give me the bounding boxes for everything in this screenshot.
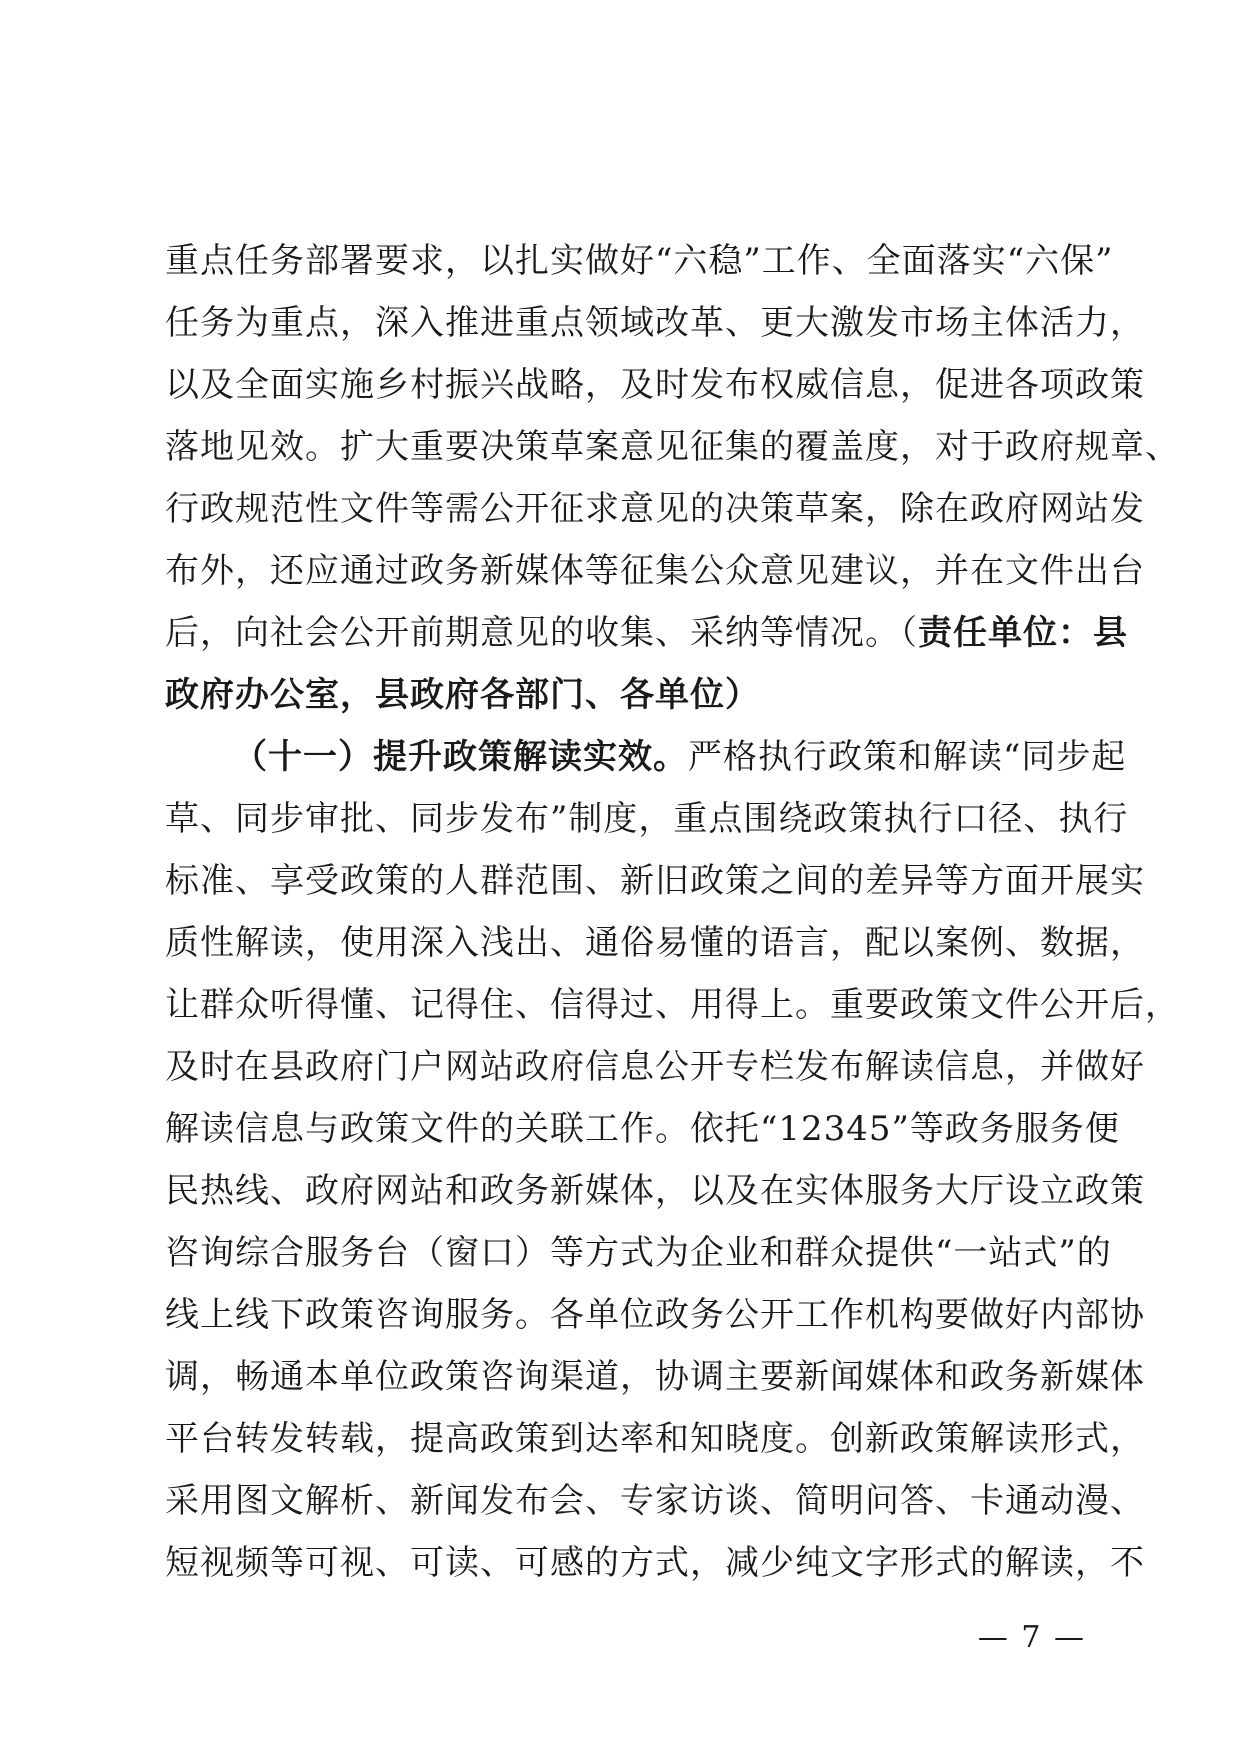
text-line: 让群众听得懂、记得住、信得过、用得上。重要政策文件公开后， — [165, 985, 1180, 1025]
text-line: 民热线、政府网站和政务新媒体，以及在实体服务大厅设立政策 — [165, 1171, 1145, 1211]
text-line: 及时在县政府门户网站政府信息公开专栏发布解读信息，并做好 — [165, 1047, 1145, 1087]
text-line: 短视频等可视、可读、可感的方式，减少纯文字形式的解读，不 — [165, 1543, 1145, 1583]
text-line: 标准、享受政策的人群范围、新旧政策之间的差异等方面开展实 — [165, 861, 1145, 901]
text-line: 采用图文解析、新闻发布会、专家访谈、简明问答、卡通动漫、 — [165, 1481, 1145, 1521]
text-line: 解读信息与政策文件的关联工作。依托“12345”等政务服务便 — [165, 1109, 1120, 1149]
text-line: 质性解读，使用深入浅出、通俗易懂的语言，配以案例、数据， — [165, 923, 1145, 963]
text-line: 线上线下政策咨询服务。各单位政务公开工作机构要做好内部协 — [165, 1295, 1145, 1335]
body-text — [165, 230, 1180, 1594]
text-line: 草、同步审批、同步发布”制度，重点围绕政策执行口径、执行 — [165, 799, 1129, 839]
responsible-unit-label: 责任单位：县 — [918, 613, 1128, 653]
text-line: 重点任务部署要求，以扎实做好“六稳”工作、全面落实“六保” — [165, 241, 1114, 281]
text-line — [165, 602, 1128, 664]
text-line: 落地见效。扩大重要决策草案意见征集的覆盖度，对于政府规章、 — [165, 427, 1180, 467]
text-line: 调，畅通本单位政策咨询渠道，协调主要新闻媒体和政务新媒体 — [165, 1357, 1145, 1397]
responsible-unit-text: 政府办公室，县政府各部门、各单位） — [165, 675, 760, 715]
text-line: 平台转发转载，提高政策到达率和知晓度。创新政策解读形式， — [165, 1419, 1145, 1459]
text-segment: 严格执行政策和解读“同步起 — [688, 737, 1127, 777]
text-line: 任务为重点，深入推进重点领域改革、更大激发市场主体活力， — [165, 303, 1145, 343]
page-number: — 7 — — [977, 1620, 1086, 1655]
text-line: 布外，还应通过政务新媒体等征集公众意见建议，并在文件出台 — [165, 551, 1145, 591]
text-line: 行政规范性文件等需公开征求意见的决策草案，除在政府网站发 — [165, 489, 1145, 529]
text-segment: 后，向社会公开前期意见的收集、采纳等情况。（ — [165, 613, 918, 653]
text-line: 咨询综合服务台（窗口）等方式为企业和群众提供“一站式”的 — [165, 1233, 1112, 1273]
text-line: 以及全面实施乡村振兴战略，及时发布权威信息，促进各项政策 — [165, 365, 1145, 405]
text-line — [165, 726, 1127, 788]
section-heading: （十一）提升政策解读实效。 — [233, 737, 688, 777]
